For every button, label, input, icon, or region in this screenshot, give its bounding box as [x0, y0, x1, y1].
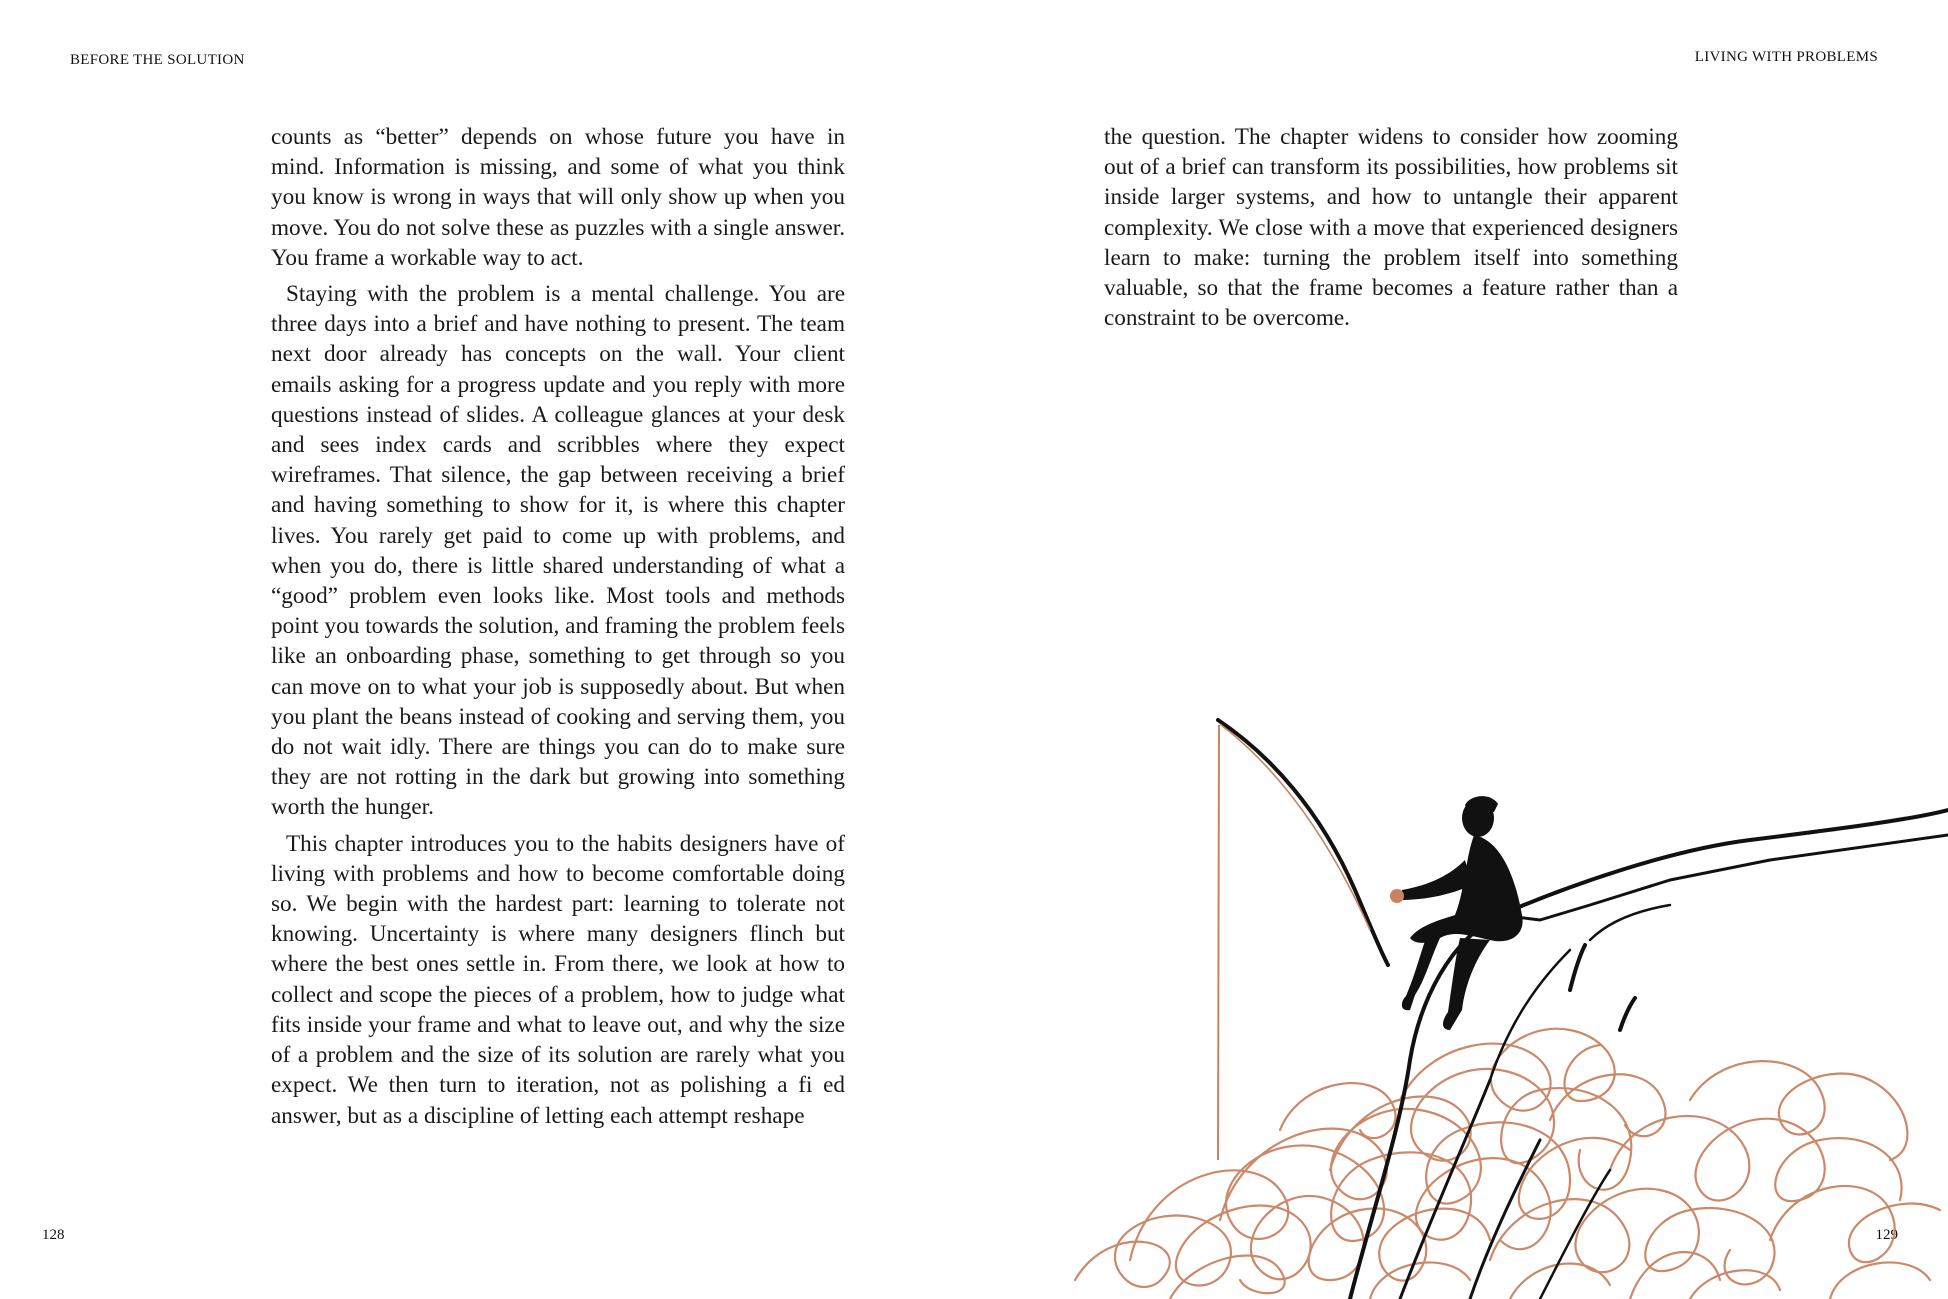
running-head-right: LIVING WITH PROBLEMS: [1694, 49, 1878, 65]
page-number-left: 128: [42, 1227, 65, 1243]
paragraph: the question. The chapter widens to consider how zooming out of a brief can transform its possibilities, how problems sit inside larger systems, and how to untangle their apparent complexity. We close with a move that experienced designers learn to make: turning the problem itself into something valuable, so that the frame becomes a feature rather than a constraint to be overcome.: [1104, 124, 1678, 332]
seated-figure: [1400, 796, 1523, 1030]
left-body-text: [271, 122, 845, 1131]
tangled-line-scribble: [1075, 1029, 1940, 1299]
right-body-text: [1104, 122, 1678, 333]
fishing-rod: [1218, 720, 1388, 965]
fishing-figure-illustration: [1070, 700, 1948, 1299]
paragraph: This chapter introduces you to the habits designers have of living with problems and how to become comfortable doing so. We begin with the hardest part: learning to tolerate not knowing. Uncertainty is where many designers flinch but where the best ones settle in. From there, we look at how to collect and scope the pieces of a problem, how to judge what fits inside your frame and what to leave out, and why the size of a problem and the size of its solution are rarely what you expect. We then turn to iteration, not as polishing a fi ed answer, but as a discipline of letting each attempt reshape: [271, 830, 845, 1129]
paragraph: counts as “better” depends on whose future you have in mind. Information is missing, and some of what you think you know is wrong in ways that will only show up when you move. You do not solve these as puzzles with a single answer. You frame a workable way to act.: [271, 124, 845, 271]
page-number-right: 129: [1875, 1227, 1898, 1243]
running-head-left: BEFORE THE SOLUTION: [70, 52, 245, 68]
fishing-line: [1218, 725, 1219, 1160]
paragraph: Staying with the problem is a mental challenge. You are three days into a brief and have nothing to present. The team next door already has concepts on the wall. Your client emails asking for a progress update and you reply with more questions instead of slides. A colleague glances at your desk and sees index cards and scribbles where they expect wireframes. That silence, the gap between receiving a brief and having something to show for it, is where this chapter lives. You rarely get paid to come up with problems, and when you do, there is little shared understanding of what a “good” problem even looks like. Most tools and methods point you towards the solution, and framing the problem feels like an onboarding phase, something to get through so you can move on to what your job is supposedly about. But when you plant the beans instead of cooking and serving them, you do not wait idly. There are things you can do to make sure they are not rotting in the dark but growing into something worth the hunger.: [271, 281, 845, 821]
reel: [1390, 889, 1404, 903]
